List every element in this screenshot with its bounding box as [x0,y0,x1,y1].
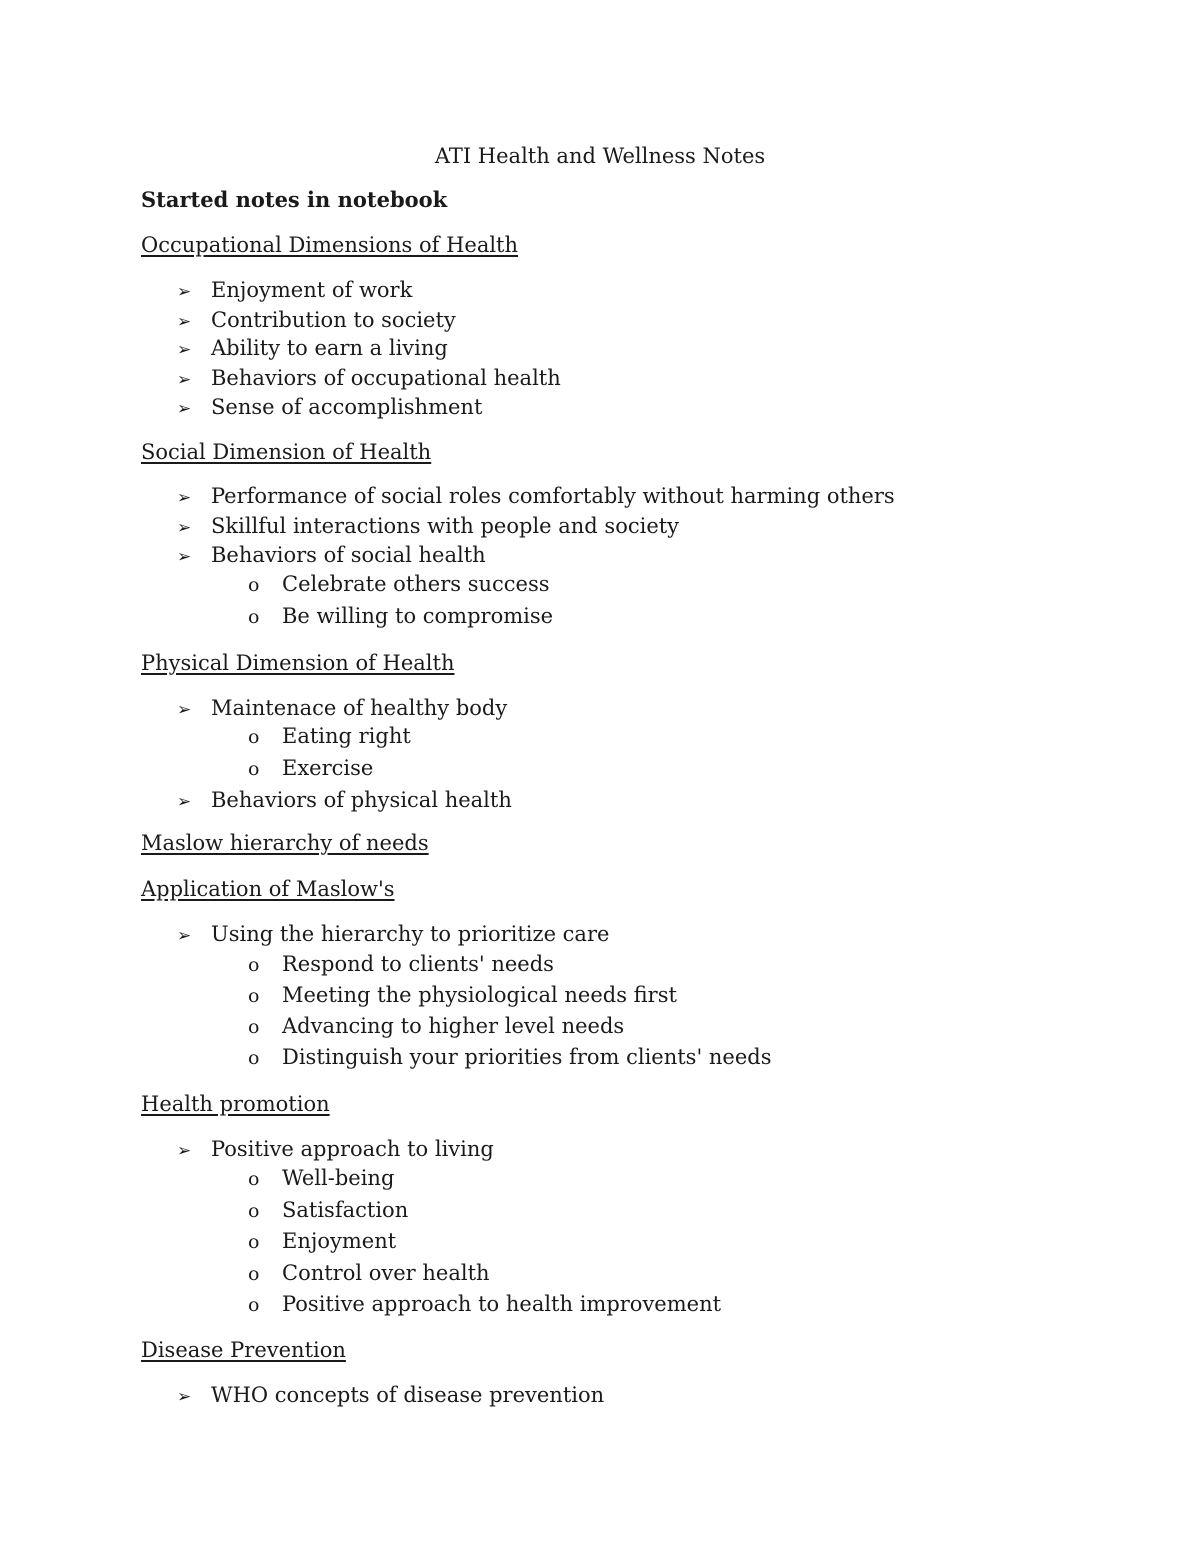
sub-list-item [248,1228,396,1255]
arrow-bullet-icon: ➢ [177,926,192,946]
sub-list-item-text: Exercise [282,756,374,780]
sub-list-item [248,982,677,1009]
circle-bullet-icon: o [248,1200,260,1222]
circle-bullet-icon: o [248,985,260,1007]
section-heading: Social Dimension of Health [141,440,432,464]
section-heading: Occupational Dimensions of Health [141,233,519,257]
sub-list-item-text: Positive approach to health improvement [282,1292,722,1316]
sub-list-item [248,723,411,750]
circle-bullet-icon: o [248,1047,260,1069]
document-title: ATI Health and Wellness Notes [434,144,766,168]
list-item [177,365,561,393]
circle-bullet-icon: o [248,1231,260,1253]
list-item [177,695,507,723]
sub-list-item [248,603,553,630]
list-item [177,787,512,815]
list-item-text: Skillful interactions with people and society [211,514,680,538]
circle-bullet-icon: o [248,606,260,628]
arrow-bullet-icon: ➢ [177,340,192,360]
sub-list-item-text: Distinguish your priorities from clients' needs [282,1045,772,1069]
sub-list-item [248,1165,394,1192]
document-subtitle: Started notes in notebook [141,187,448,212]
sub-list-item-text: Well-being [282,1166,395,1190]
arrow-bullet-icon: ➢ [177,1387,192,1407]
sub-list-item [248,755,373,782]
list-item-text: Behaviors of physical health [211,788,512,812]
arrow-bullet-icon: ➢ [177,547,192,567]
circle-bullet-icon: o [248,1294,260,1316]
list-item-text: Performance of social roles comfortably without harming others [211,484,895,508]
sub-list-item [248,1013,624,1040]
sub-list-item [248,1044,772,1071]
circle-bullet-icon: o [248,726,260,748]
sub-list-item [248,1260,490,1287]
list-item [177,542,486,570]
list-item-text: Positive approach to living [211,1137,494,1161]
circle-bullet-icon: o [248,574,260,596]
arrow-bullet-icon: ➢ [177,312,192,332]
list-item-text: Behaviors of social health [211,543,486,567]
section-heading: Disease Prevention [141,1338,346,1362]
arrow-bullet-icon: ➢ [177,399,192,419]
section-heading: Health promotion [141,1092,330,1116]
list-item [177,335,448,363]
arrow-bullet-icon: ➢ [177,792,192,812]
list-item [177,1382,604,1410]
circle-bullet-icon: o [248,758,260,780]
sub-list-item [248,951,554,978]
list-item [177,513,679,541]
list-item-text: Behaviors of occupational health [211,366,561,390]
arrow-bullet-icon: ➢ [177,488,192,508]
sub-list-item [248,1197,408,1224]
sub-list-item-text: Enjoyment [282,1229,397,1253]
circle-bullet-icon: o [248,1263,260,1285]
section-heading: Maslow hierarchy of needs [141,831,429,855]
list-item-text: Ability to earn a living [211,336,448,360]
sub-list-item-text: Respond to clients' needs [282,952,554,976]
sub-list-item-text: Eating right [282,724,411,748]
list-item [177,1136,494,1164]
list-item [177,483,895,511]
list-item [177,921,609,949]
list-item-text: Contribution to society [211,308,456,332]
arrow-bullet-icon: ➢ [177,700,192,720]
arrow-bullet-icon: ➢ [177,282,192,302]
list-item-text: Maintenace of healthy body [211,696,508,720]
list-item [177,394,482,422]
sub-list-item-text: Satisfaction [282,1198,409,1222]
circle-bullet-icon: o [248,1016,260,1038]
sub-list-item [248,1291,721,1318]
arrow-bullet-icon: ➢ [177,1141,192,1161]
list-item [177,277,412,305]
list-item-text: WHO concepts of disease prevention [211,1383,605,1407]
sub-list-item-text: Celebrate others success [282,572,550,596]
list-item-text: Enjoyment of work [211,278,413,302]
list-item [177,307,456,335]
section-heading: Application of Maslow's [141,877,395,901]
section-heading: Physical Dimension of Health [141,651,455,675]
arrow-bullet-icon: ➢ [177,370,192,390]
sub-list-item-text: Advancing to higher level needs [282,1014,625,1038]
circle-bullet-icon: o [248,954,260,976]
list-item-text: Sense of accomplishment [211,395,483,419]
circle-bullet-icon: o [248,1168,260,1190]
sub-list-item-text: Meeting the physiological needs first [282,983,677,1007]
sub-list-item [248,571,550,598]
sub-list-item-text: Control over health [282,1261,490,1285]
arrow-bullet-icon: ➢ [177,518,192,538]
sub-list-item-text: Be willing to compromise [282,604,554,628]
list-item-text: Using the hierarchy to prioritize care [211,922,610,946]
